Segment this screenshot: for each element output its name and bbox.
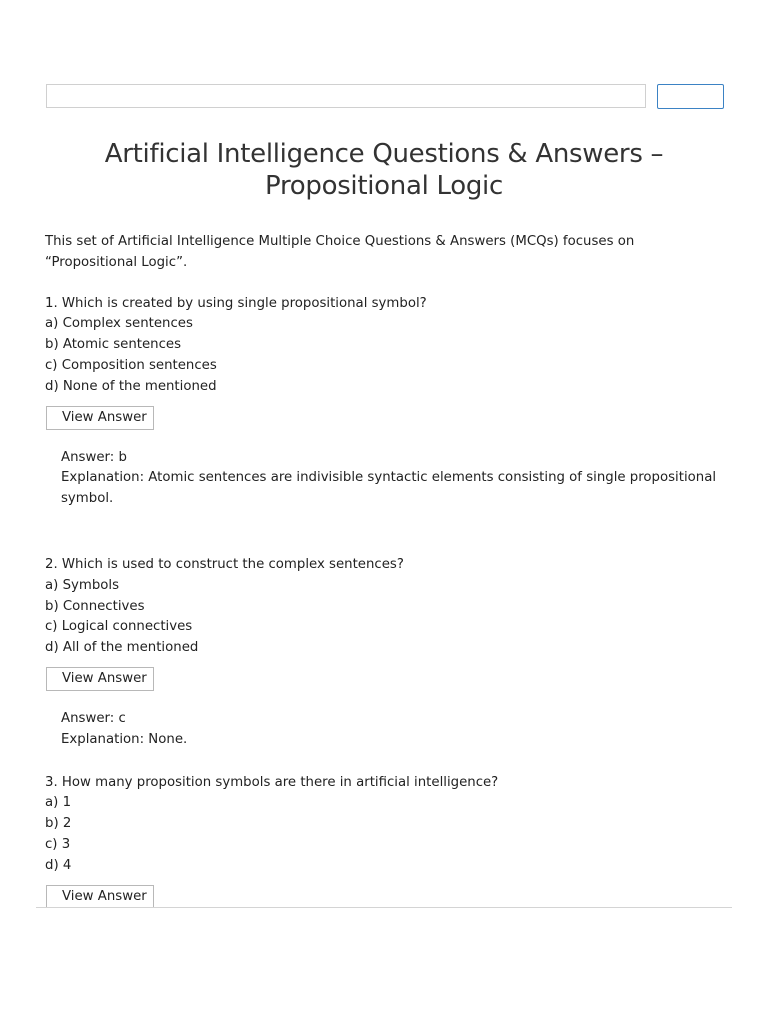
page-title — [40, 138, 728, 202]
option-a: a) Symbols — [45, 577, 120, 593]
question-2 — [45, 555, 735, 751]
view-answer-button[interactable]: View Answer — [46, 406, 154, 430]
view-answer-button[interactable]: View Answer — [46, 667, 154, 691]
answer-text: Answer: c — [61, 710, 126, 726]
option-b: b) Atomic sentences — [45, 337, 182, 353]
search-bar — [46, 84, 724, 110]
search-button[interactable] — [657, 84, 724, 109]
option-d: d) 4 — [45, 857, 72, 873]
question-1 — [45, 294, 735, 510]
question-text: 1. Which is created by using single propositional symbol? — [45, 295, 427, 311]
intro-line-1: This set of Artificial Intelligence Multiple Choice Questions & Answers (MCQs) focuses on — [45, 234, 635, 249]
page-title-line2: Propositional Logic — [265, 171, 503, 201]
article-content — [45, 232, 735, 907]
option-c: c) Logical connectives — [45, 619, 193, 635]
footer-divider — [36, 907, 732, 908]
page-title-line1: Artificial Intelligence Questions & Answers – — [104, 139, 664, 169]
spacer — [45, 751, 735, 773]
search-input[interactable] — [46, 84, 646, 108]
question-text: 3. How many proposition symbols are there in artificial intelligence? — [45, 774, 499, 790]
explanation-line-1: Explanation: Atomic sentences are indivisible syntactic elements consisting of single propositional — [61, 470, 717, 486]
answer-block — [61, 709, 735, 751]
option-b: b) 2 — [45, 816, 72, 832]
explanation-line-1: Explanation: None. — [61, 731, 188, 747]
option-b: b) Connectives — [45, 598, 145, 614]
view-answer-button[interactable]: View Answer — [46, 885, 154, 907]
intro-line-2: “Propositional Logic”. — [45, 254, 188, 270]
question-text: 2. Which is used to construct the complex sentences? — [45, 556, 404, 572]
option-d: d) None of the mentioned — [45, 378, 217, 394]
option-d: d) All of the mentioned — [45, 640, 199, 656]
question-3 — [45, 773, 735, 907]
intro-paragraph — [45, 232, 735, 274]
option-a: a) 1 — [45, 795, 72, 811]
option-a: a) Complex sentences — [45, 316, 193, 332]
answer-text: Answer: b — [61, 449, 127, 465]
answer-block — [61, 448, 735, 510]
option-c: c) Composition sentences — [45, 357, 217, 373]
explanation-line-2: symbol. — [61, 491, 114, 507]
option-c: c) 3 — [45, 836, 71, 852]
spacer — [45, 510, 735, 555]
